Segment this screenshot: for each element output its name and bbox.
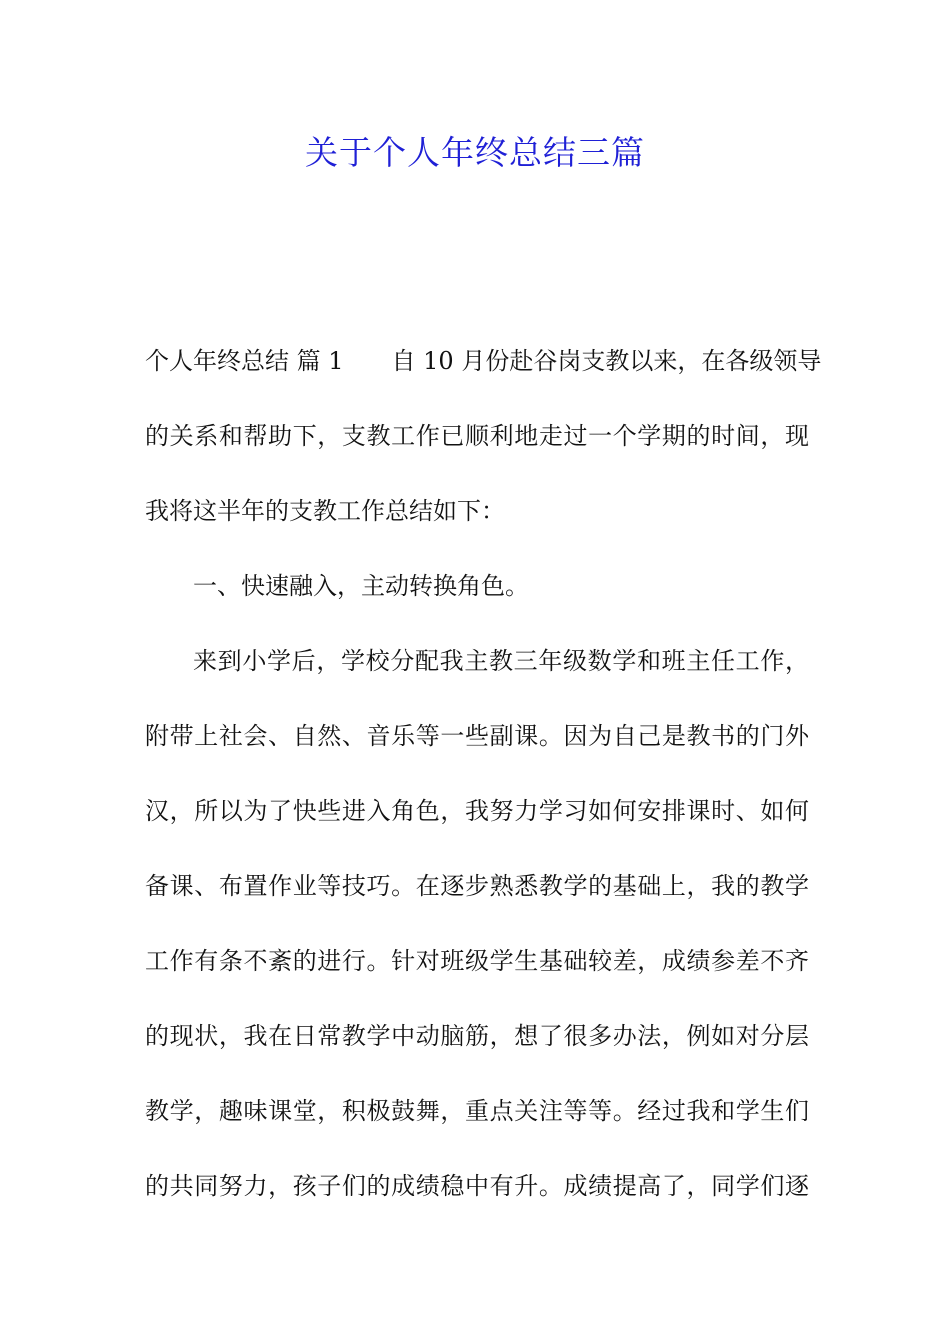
paragraph-line: 备课、布置作业等技巧。在逐步熟悉教学的基础上，我的教学 xyxy=(145,872,809,900)
document-title: 关于个人年终总结三篇 xyxy=(305,133,645,172)
document-body xyxy=(145,338,822,1238)
paragraph-text: 自 10 月份赴谷岗支教以来，在各级领导 xyxy=(391,347,822,375)
paragraph-line: 汉，所以为了快些进入角色，我努力学习如何安排课时、如何 xyxy=(145,797,809,825)
paragraph-line: 来到小学后，学校分配我主教三年级数学和班主任工作， xyxy=(193,647,809,675)
paragraph-line: 工作有条不紊的进行。针对班级学生基础较差，成绩参差不齐 xyxy=(145,947,809,975)
paragraph-line: 的现状，我在日常教学中动脑筋，想了很多办法，例如对分层 xyxy=(145,1022,809,1050)
paragraph-line xyxy=(145,338,822,413)
section-heading: 个人年终总结 篇 1 xyxy=(145,347,344,375)
paragraph-line: 附带上社会、自然、音乐等一些副课。因为自己是教书的门外 xyxy=(145,722,809,750)
section-subheading: 一、快速融入，主动转换角色。 xyxy=(193,572,529,600)
paragraph-line: 教学，趣味课堂，积极鼓舞，重点关注等等。经过我和学生们 xyxy=(145,1097,809,1125)
paragraph-line: 的共同努力，孩子们的成绩稳中有升。成绩提高了，同学们逐 xyxy=(145,1172,809,1200)
paragraph-line: 我将这半年的支教工作总结如下： xyxy=(145,497,505,525)
paragraph-line: 的关系和帮助下，支教工作已顺利地走过一个学期的时间，现 xyxy=(145,422,809,450)
